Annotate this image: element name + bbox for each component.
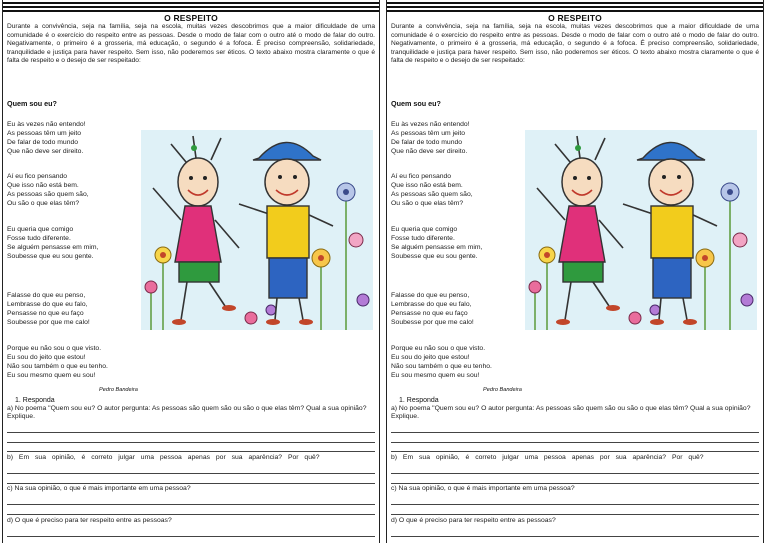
- poem-line: As pessoas têm um jeito: [7, 129, 82, 137]
- poem-line: Não sou também o que eu tenho.: [391, 362, 492, 370]
- answer-line[interactable]: [391, 432, 759, 433]
- poem-line: De falar de todo mundo: [391, 138, 463, 146]
- answer-line[interactable]: [7, 483, 375, 484]
- poem-title: Quem sou eu?: [391, 99, 441, 108]
- header-rule: [387, 10, 763, 12]
- poem-line: Eu queria que comigo: [7, 226, 74, 233]
- respond-label: 1. Responda: [399, 397, 439, 404]
- poem-line: Eu às vezes não entendo!: [391, 121, 470, 128]
- answer-line[interactable]: [7, 514, 375, 515]
- poem-line: Que não deve ser direito.: [391, 147, 468, 155]
- poem-stanza: [7, 292, 132, 328]
- header-rule: [387, 2, 763, 4]
- poem-author: Pedro Bandeira: [99, 387, 138, 393]
- question-d: d) O que é preciso para ter respeito entre as pessoas?: [7, 517, 172, 524]
- poem-line: Aí eu fico pensando: [7, 173, 68, 180]
- poem-line: Soubesse por que me calo!: [391, 318, 474, 326]
- worksheet-copy-right: [386, 0, 764, 543]
- question-c: c) Na sua opinião, o que é mais importante em uma pessoa?: [391, 485, 575, 492]
- question-a: a) No poema "Quem sou eu? O autor pergunta: As pessoas são quem são ou são o que elas têm? Qual a sua opinião? Explique.: [391, 405, 751, 421]
- answer-line[interactable]: [7, 536, 375, 537]
- answer-line[interactable]: [7, 504, 375, 505]
- poem-line: Eu sou mesmo quem eu sou!: [7, 371, 96, 379]
- answer-line[interactable]: [391, 483, 759, 484]
- poem-line: Porque eu não sou o que visto.: [7, 345, 102, 352]
- poem-stanza: [391, 226, 516, 262]
- answer-line[interactable]: [7, 442, 375, 443]
- poem-line: Se alguém pensasse em mim,: [391, 243, 483, 251]
- question-c: c) Na sua opinião, o que é mais importante em uma pessoa?: [7, 485, 191, 492]
- answer-line[interactable]: [391, 442, 759, 443]
- poem-line: Não sou também o que eu tenho.: [7, 362, 108, 370]
- poem-line: As pessoas são quem são,: [391, 190, 473, 198]
- poem-line: As pessoas têm um jeito: [391, 129, 466, 137]
- answer-line[interactable]: [7, 451, 375, 452]
- poem-line: Eu sou do jeito que estou!: [391, 353, 470, 361]
- header-rule: [3, 6, 379, 8]
- poem-line: Que isso não está bem.: [391, 181, 463, 189]
- poem-line: Falasse do que eu penso,: [7, 292, 86, 299]
- poem-stanza: [7, 226, 132, 262]
- poem-line: Se alguém pensasse em mim,: [7, 243, 99, 251]
- poem-line: Ou são o que elas têm?: [391, 199, 464, 207]
- poem-line: Eu sou do jeito que estou!: [7, 353, 86, 361]
- poem-stanza: [391, 173, 516, 209]
- question-d: d) O que é preciso para ter respeito entre as pessoas?: [391, 517, 556, 524]
- answer-line[interactable]: [391, 451, 759, 452]
- poem-stanza: [391, 345, 516, 381]
- answer-line[interactable]: [391, 504, 759, 505]
- answer-line[interactable]: [391, 514, 759, 515]
- poem-line: De falar de todo mundo: [7, 138, 79, 146]
- poem-line: Fosse tudo diferente.: [7, 234, 71, 242]
- answer-line[interactable]: [391, 473, 759, 474]
- answer-line[interactable]: [391, 536, 759, 537]
- answer-line[interactable]: [7, 432, 375, 433]
- header-rule: [387, 6, 763, 8]
- poem-line: Que isso não está bem.: [7, 181, 79, 189]
- poem-line: Eu às vezes não entendo!: [7, 121, 86, 128]
- answer-line[interactable]: [7, 473, 375, 474]
- poem-line: Ou são o que elas têm?: [7, 199, 80, 207]
- poem-line: Eu queria que comigo: [391, 226, 458, 233]
- poem-stanza: [7, 345, 132, 381]
- worksheet-title: O RESPEITO: [548, 13, 602, 23]
- poem-line: Pensasse no que eu faço: [7, 309, 84, 317]
- poem-stanza: [7, 173, 132, 209]
- poem-line: Pensasse no que eu faço: [391, 309, 468, 317]
- poem-line: Que não deve ser direito.: [7, 147, 84, 155]
- respond-label: 1. Responda: [15, 397, 55, 404]
- poem-title: Quem sou eu?: [7, 99, 57, 108]
- poem-line: Lembrasse do que eu falo,: [391, 300, 472, 308]
- poem-line: Porque eu não sou o que visto.: [391, 345, 486, 352]
- poem-line: Lembrasse do que eu falo,: [7, 300, 88, 308]
- poem-line: Soubesse por que me calo!: [7, 318, 90, 326]
- poem-line: Fosse tudo diferente.: [391, 234, 455, 242]
- poem-line: Eu sou mesmo quem eu sou!: [391, 371, 480, 379]
- worksheet-title: O RESPEITO: [164, 13, 218, 23]
- question-a: a) No poema "Quem sou eu? O autor pergunta: As pessoas são quem são ou são o que elas têm? Qual a sua opinião? Explique.: [7, 405, 367, 421]
- intro-paragraph: Durante a convivência, seja na família, seja na escola, muitas vezes descobrimos que a maior dificuldade de uma comunidade é o exercício do respeito entre as pessoas. Desde o modo de falar com o outro até o modo de falar do outro. Negativamente, o primeiro é a grosseria, má educação, o segundo é a fofoca. É preciso compreensão, solidariedade, tranquilidade e justiça para haver respeito. Sem isso, não poderemos ser éticos. O texto abaixo mostra claramente o que é falta de respeito e o desejo de ser respeitado:: [7, 23, 375, 65]
- poem-line: Falasse do que eu penso,: [391, 292, 470, 299]
- poem-line: Soubesse que eu sou gente.: [391, 252, 478, 260]
- poem-line: As pessoas são quem são,: [7, 190, 89, 198]
- question-b: b) Em sua opinião, é correto julgar uma pessoa apenas por sua aparência? Por quê?: [7, 454, 320, 461]
- poem-author: Pedro Bandeira: [483, 387, 522, 393]
- children-illustration: [525, 130, 757, 330]
- children-illustration: [141, 130, 373, 330]
- poem-stanza: [391, 121, 516, 157]
- poem-line: Aí eu fico pensando: [391, 173, 452, 180]
- worksheet-copy-left: [2, 0, 380, 543]
- question-b: b) Em sua opinião, é correto julgar uma pessoa apenas por sua aparência? Por quê?: [391, 454, 704, 461]
- header-rule: [3, 2, 379, 4]
- intro-paragraph: Durante a convivência, seja na família, seja na escola, muitas vezes descobrimos que a maior dificuldade de uma comunidade é o exercício do respeito entre as pessoas. Desde o modo de falar com o outro até o modo de falar do outro. Negativamente, o primeiro é a grosseria, má educação, o segundo é a fofoca. É preciso compreensão, solidariedade, tranquilidade e justiça para haver respeito. Sem isso, não poderemos ser éticos. O texto abaixo mostra claramente o que é falta de respeito e o desejo de ser respeitado:: [391, 23, 759, 65]
- poem-stanza: [7, 121, 132, 157]
- poem-stanza: [391, 292, 516, 328]
- poem-line: Soubesse que eu sou gente.: [7, 252, 94, 260]
- header-rule: [3, 10, 379, 12]
